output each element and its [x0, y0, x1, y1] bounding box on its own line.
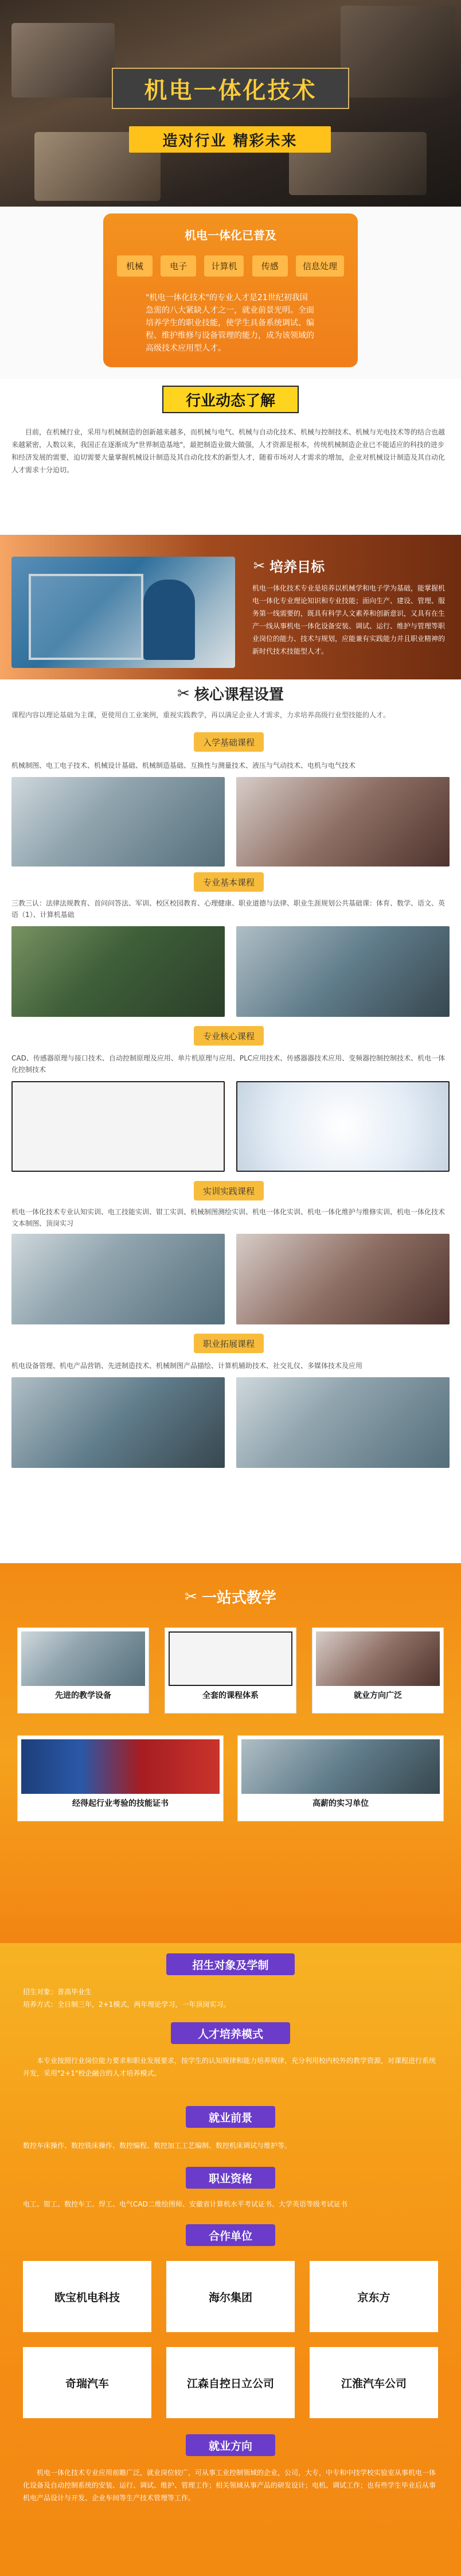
tag-basic-courses: [194, 732, 264, 752]
partner-card: [310, 2347, 438, 2418]
partner-card: [166, 2347, 295, 2418]
partner-card: [23, 2261, 151, 2332]
mode-text: 本专业按照行业岗位能力要求和职业发展要求，按学生的认知规律和能力培养规律，充分利用校内校外的教学资源，对课程进行系统开发，采用"2+1"校企融合的人才培养模式。: [23, 2057, 436, 2077]
core-intro: 课程内容以理论基础为主课，更使用自工业案例，重视实践教学，再以满足企业人才需求，力求培养高级行业型技能的人才。: [11, 711, 390, 719]
popular-section: [0, 207, 461, 379]
machine-image: [341, 6, 455, 98]
machine-image: [11, 23, 115, 98]
practice-lab-photo: [11, 1234, 225, 1324]
partner-card: [310, 2261, 438, 2332]
popular-title: 机电一体化已普及: [185, 228, 276, 242]
equipment-photo: [236, 1377, 450, 1468]
hero-slogan-box: [129, 126, 331, 153]
onestop-title: 一站式教学: [201, 1590, 276, 1607]
mode-title: 人才培养模式: [197, 2027, 263, 2041]
lab-photo: [11, 777, 225, 867]
industry-text: 目前，在机械行业，采用与机械制造的创新越来越多，而机械与电气、机械与自动化技术、机械与控制技术、机械与光电技术等的结合也越来越紧密，人数以来，我国正在逐渐成为"世界制造基地"，最把制造业做大做强，人才资源是根本，传统机械制造企业已不能适应的科技的进步和经济发展的需要，迫切需要大量掌握机械设计制造及其自动化技术的新型人才，随着市场对人才需求的增加，企业对机械设计制造及其自动化人才需求十分迫切。: [11, 428, 446, 474]
pro-core-courses-text: CAD、传感器原理与接口技术、自动控制原理及应用、单片机原理与应用、PLC应用技术、传感器器技术应用、变频器控制控制技术、机电一体化控制技术: [11, 1054, 446, 1074]
card-employment: [312, 1627, 444, 1714]
card-caption: 先进的教学设备: [55, 1691, 111, 1700]
equipment-rig: [29, 574, 143, 660]
extend-courses-text: 机电设备管理、机电产品营销、先进制造技术、机械制图产品描绘、计算机辅助技术、社交礼仪、多媒体技术及应用: [11, 1362, 363, 1370]
tag-extend-courses: [194, 1334, 264, 1353]
partner-name: 江森自控日立公司: [186, 2377, 274, 2390]
industry-section: [0, 379, 461, 535]
partner-title: 合作单位: [208, 2229, 252, 2243]
student-figure: [143, 580, 195, 660]
tag-mechanical: 机械: [117, 255, 153, 277]
tag-extend-label: 职业拓展课程: [203, 1338, 255, 1349]
tag-pro-basic-courses: [194, 872, 264, 892]
pill-prospect: [186, 2106, 275, 2128]
card-image: [316, 1631, 440, 1686]
target-text: 招生对象：普高毕业生 培养方式：全日制三年，2+1模式，两年理论学习，一年顶岗实习。: [23, 1988, 230, 2008]
pro-basic-courses-text: 三教三认：法律法规教育、首问问答法、军训、校区校园教育、心理健康、职业道德与法律、职业生涯规划公共基础课：体育、数学、语文、英语（1）、计算机基础: [11, 899, 446, 919]
scissors-icon: ✂: [185, 1588, 197, 1606]
hero-title: 机电一体化技术: [144, 77, 317, 104]
tag-pro-core-courses: [194, 1026, 264, 1046]
card-caption: 高薪的实习单位: [312, 1799, 369, 1808]
tag-practice-label: 实训实践课程: [203, 1186, 255, 1196]
goals-title: 培养目标: [269, 559, 325, 575]
practice-room-photo: [236, 1234, 450, 1324]
tag-electronic: 电子: [161, 255, 196, 277]
training-photo: [11, 557, 235, 668]
card-caption: 全套的课程体系: [202, 1691, 259, 1700]
card-equipment: [17, 1627, 149, 1714]
card-curriculum: [165, 1627, 296, 1714]
recruit-section: [0, 1943, 461, 2576]
tag-pro-core-label: 专业核心课程: [203, 1031, 255, 1042]
mind-map-diagram: [236, 1081, 450, 1172]
military-training-photo: [11, 926, 225, 1017]
hero-banner: [0, 0, 461, 207]
scissors-icon: ✂: [177, 685, 190, 702]
basic-courses-text: 机械制图、电工电子技术、机械设计基础、机械制造基础、互换性与测量技术、液压与气动技术、电机与电气技术: [11, 761, 356, 770]
one-stop-section: [0, 1563, 461, 1943]
prospect-title: 就业前景: [208, 2111, 252, 2124]
tag-info-processing: 信息处理: [296, 255, 344, 277]
onestop-heading: [0, 1586, 461, 1607]
tag-basic-label: 入学基础课程: [203, 737, 255, 748]
pill-target: [166, 1953, 295, 1975]
core-courses-section: [0, 679, 461, 1563]
popular-card: [103, 213, 358, 367]
card-internship: [237, 1735, 444, 1821]
popular-description: "机电一体化技术"的专业人才是21世纪初我国急需的八大紧缺人才之一，就业前景光明。全面培养学生的职业技能，使学生具备系统调试、编程、维护维修与设备管理的能力，成为该领域的高级技术应用型人才。: [146, 293, 314, 353]
industry-title-box: [162, 386, 299, 413]
scissors-icon: ✂: [253, 557, 265, 574]
partner-name: 江淮汽车公司: [341, 2377, 407, 2390]
card-image: [241, 1739, 440, 1794]
core-heading: [0, 683, 461, 704]
partner-name: 海尔集团: [208, 2291, 252, 2304]
workshop-photo: [236, 926, 450, 1017]
partner-name: 京东方: [357, 2291, 390, 2304]
hero-slogan: 造对行业 精彩未来: [162, 132, 298, 150]
direction-text: 机电一体化技术专业应用前瞻广泛，就业岗位较广，可从事工业控制领域的企业，公司，大专，中专和中技学校实验室从事机电一体化设备及自动控制系统的安装、运行、调试、维护、管理工作；相关领域从事产品的研发设计；电机、调试工作；也有些学生毕业后从事机电产品设计与开发、企业车间等生产技术管理等工作。: [23, 2469, 436, 2502]
card-caption: 就业方向广泛: [354, 1691, 402, 1700]
partner-name: 欧宝机电科技: [54, 2291, 120, 2304]
partner-card: [166, 2261, 295, 2332]
target-title: 招生对象及学制: [192, 1959, 269, 1972]
pill-cert: [186, 2167, 275, 2189]
card-certificates: [17, 1735, 224, 1821]
tag-computer: 计算机: [204, 255, 244, 277]
hero-title-box: [112, 68, 349, 109]
partner-card: [23, 2347, 151, 2418]
pill-mode: [171, 2022, 290, 2044]
goals-text: 机电一体化技术专业是培养以机械学和电子学为基础，能掌握机电一体化专业理论知识和专业技能；面向生产、建设、管理、服务第一线需要的，既具有科学人文素养和创新意识，又具有在生产一线从事机电一体化设备安装、调试、运行、维护与管理等职业岗位的能力、技术与规划，应能兼有实践能力并且职业精神的新时代技术技能型人才。: [252, 584, 446, 655]
pill-partner: [186, 2224, 275, 2246]
circuit-diagram: [11, 1081, 225, 1172]
core-title: 核心课程设置: [194, 686, 284, 704]
card-image: [169, 1631, 292, 1686]
tag-practice-courses: [194, 1181, 264, 1200]
cert-text: 电工、钳工、数控车工、焊工、电气CAD二维绘图师、安徽省计算机水平考试证书、大学英语等级考试证书: [23, 2200, 347, 2208]
industry-title: 行业动态了解: [185, 392, 275, 410]
card-image: [21, 1631, 145, 1686]
tag-list: [117, 255, 344, 277]
tag-sensor: 传感: [252, 255, 288, 277]
cert-title: 职业资格: [208, 2172, 252, 2185]
classroom-photo: [236, 777, 450, 867]
prospect-text: 数控车床操作、数控铣床操作、数控编程、数控加工工艺编制、数控机床调试与维护等。: [23, 2142, 292, 2150]
pill-direction: [186, 2434, 275, 2456]
goals-section: [0, 535, 461, 679]
direction-title: 就业方向: [208, 2439, 252, 2453]
goals-heading: [253, 555, 325, 576]
partner-name: 奇瑞汽车: [65, 2377, 109, 2390]
card-image: [21, 1739, 220, 1794]
tag-pro-basic-label: 专业基本课程: [203, 877, 255, 888]
machine-operation-photo: [11, 1377, 225, 1468]
card-caption: 经得起行业考验的技能证书: [72, 1799, 169, 1808]
practice-courses-text: 机电一体化技术专业认知实训、电工技能实训、钳工实训、机械制图测绘实训、机电一体化实训、机电一体化维护与维修实训、机电一体化技术文本制图、顶岗实习: [11, 1208, 446, 1227]
